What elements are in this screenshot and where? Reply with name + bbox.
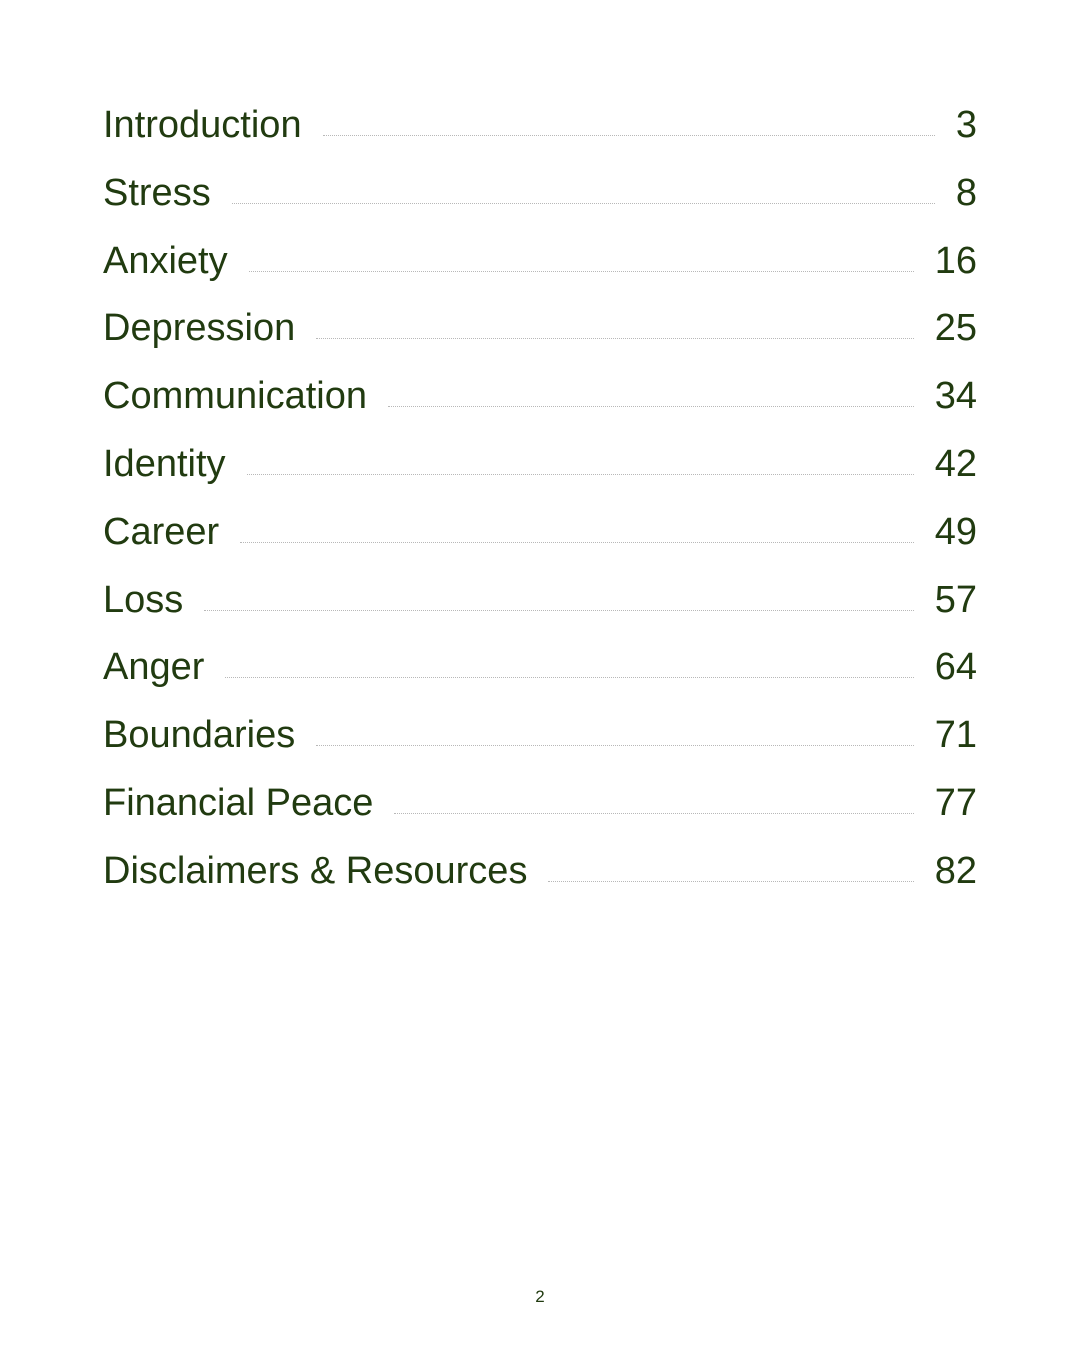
toc-entry-title: Anxiety <box>103 239 228 282</box>
toc-entry-page: 49 <box>934 510 977 553</box>
toc-entry-page: 25 <box>934 307 977 350</box>
toc-entry-communication[interactable] <box>103 363 977 431</box>
toc-entry-page: 71 <box>934 714 977 757</box>
toc-entry-page: 77 <box>934 781 977 824</box>
dot-leader <box>232 203 935 204</box>
table-of-contents <box>103 92 977 906</box>
toc-entry-title: Introduction <box>103 104 302 146</box>
toc-entry-loss[interactable] <box>103 567 977 635</box>
toc-entry-title: Loss <box>103 578 184 621</box>
toc-entry-title: Identity <box>103 442 226 485</box>
toc-entry-page: 34 <box>934 375 977 418</box>
dot-leader <box>225 677 913 678</box>
toc-entry-title: Career <box>103 510 220 553</box>
dot-leader <box>240 542 914 543</box>
toc-entry-financial-peace[interactable] <box>103 770 977 838</box>
toc-entry-title: Communication <box>103 375 367 418</box>
toc-entry-career[interactable] <box>103 499 977 567</box>
toc-entry-anxiety[interactable] <box>103 228 977 296</box>
toc-entry-page: 3 <box>955 104 977 146</box>
dot-leader <box>316 338 914 339</box>
toc-entry-stress[interactable] <box>103 160 977 228</box>
dot-leader <box>316 745 913 746</box>
toc-entry-depression[interactable] <box>103 295 977 363</box>
toc-entry-title: Financial Peace <box>103 781 374 824</box>
toc-entry-introduction[interactable] <box>103 92 977 160</box>
toc-entry-page: 82 <box>934 849 977 892</box>
dot-leader <box>394 813 913 814</box>
dot-leader <box>204 610 913 611</box>
page-number: 2 <box>535 1287 545 1306</box>
toc-entry-identity[interactable] <box>103 431 977 499</box>
toc-entry-title: Anger <box>103 646 205 689</box>
toc-entry-disclaimers-resources[interactable] <box>103 838 977 906</box>
dot-leader <box>249 271 914 272</box>
dot-leader <box>247 474 914 475</box>
toc-entry-title: Stress <box>103 171 211 214</box>
toc-entry-page: 64 <box>934 646 977 689</box>
toc-entry-title: Depression <box>103 307 296 350</box>
dot-leader <box>323 135 935 136</box>
toc-entry-page: 8 <box>955 171 977 214</box>
toc-entry-boundaries[interactable] <box>103 702 977 770</box>
toc-entry-title: Disclaimers & Resources <box>103 849 528 892</box>
toc-entry-page: 16 <box>934 239 977 282</box>
toc-entry-page: 42 <box>934 442 977 485</box>
toc-entry-anger[interactable] <box>103 634 977 702</box>
toc-entry-page: 57 <box>934 578 977 621</box>
toc-entry-title: Boundaries <box>103 714 296 757</box>
dot-leader <box>388 406 914 407</box>
dot-leader <box>548 881 913 882</box>
